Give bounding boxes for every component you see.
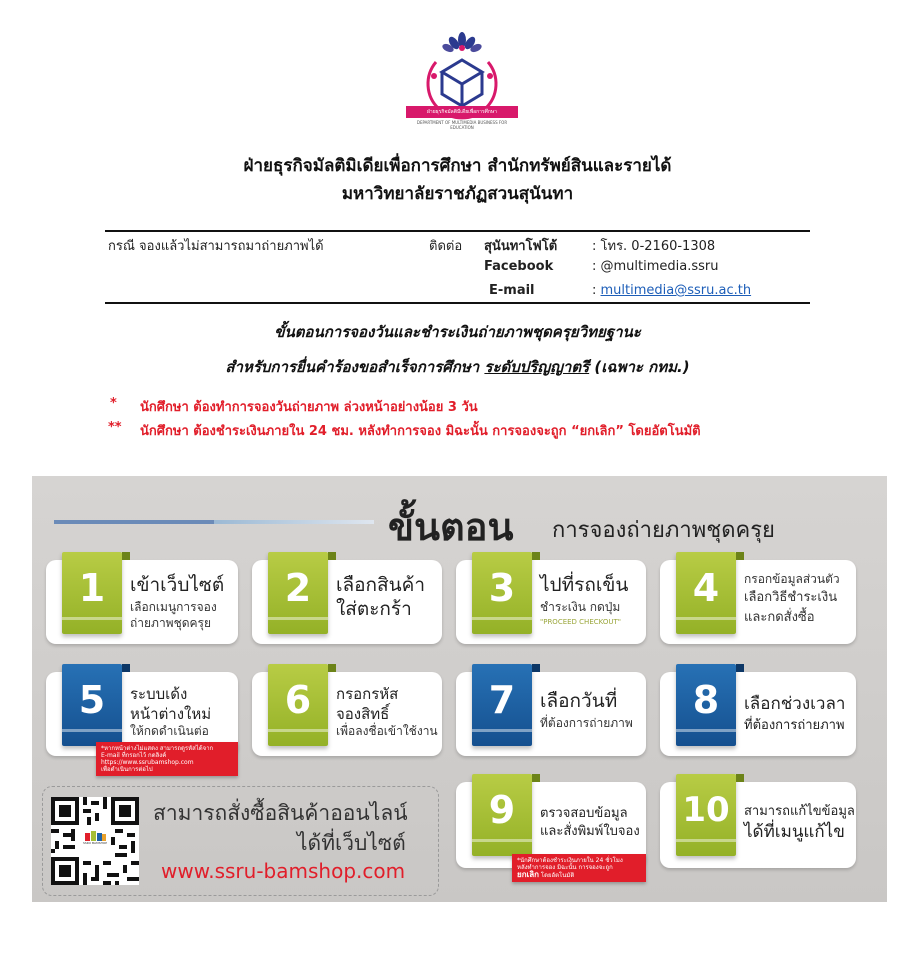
step-title: ระบบเด้ง bbox=[130, 685, 188, 703]
step9-note: *นักศึกษาต้องชำระเงินภายใน 24 ชั่วโมง หลังทำการจอง มิฉะนั้น การจองจะถูก ยกเลิก โดยอัตโนมัติ bbox=[512, 854, 646, 882]
step-card-6 bbox=[252, 672, 442, 756]
step-desc: เพื่อลงชื่อเข้าใช้งาน bbox=[336, 724, 438, 738]
step-card-8 bbox=[660, 672, 856, 756]
header-line2: มหาวิทยาลัยราชภัฏสวนสุนันทา bbox=[341, 184, 574, 204]
step-desc: และสั่งพิมพ์ใบจอง bbox=[540, 824, 640, 839]
step-number: 10 bbox=[676, 774, 736, 856]
contact-row-label: Facebook bbox=[484, 259, 554, 274]
step-number: 4 bbox=[676, 552, 736, 634]
step-number: 8 bbox=[676, 664, 736, 746]
shop-line1: สามารถสั่งซื้อสินค้าออนไลน์ bbox=[153, 801, 408, 825]
step-number: 3 bbox=[472, 552, 532, 634]
step-number: 7 bbox=[472, 664, 532, 746]
note-text: นักศึกษา ต้องทำการจองวันถ่ายภาพ ล่วงหน้าอย่างน้อย 3 วัน bbox=[140, 400, 478, 415]
procedure-subtitle: สำหรับการยื่นคำร้องขอสำเร็จการศึกษา ระดับปริญญาตรี (เฉพาะ กทม.) bbox=[225, 358, 690, 376]
email-link[interactable]: multimedia@ssru.ac.th bbox=[600, 283, 752, 298]
step5-note: *หากหน้าต่างไม่แสดง สามารถดูรหัสได้จาก E-mail ที่กรอกไว้ กดลิงค์ https://www.ssrubamshop.com เพื่อดำเนินการต่อไป bbox=[96, 742, 238, 776]
step-card-4 bbox=[660, 560, 856, 644]
step-card-10 bbox=[660, 782, 856, 868]
step-number: 1 bbox=[62, 552, 122, 634]
note-mark: * bbox=[110, 396, 117, 411]
step-desc: สามารถแก้ไขข้อมูล bbox=[744, 804, 855, 819]
note-text: นักศึกษา ต้องชำระเงินภายใน 24 ชม. หลังทำการจอง มิฉะนั้น การจองจะถูก “ยกเลิก” โดยอัตโนมัติ bbox=[140, 424, 701, 439]
step-desc: และกดสั่งซื้อ bbox=[744, 610, 815, 625]
step-card-2 bbox=[252, 560, 442, 644]
step-title: เลือกช่วงเวลา bbox=[744, 694, 846, 714]
contact-row-label: E-mail bbox=[489, 283, 535, 298]
step-title: เลือกสินค้า bbox=[336, 574, 426, 596]
logo-ribbon: ฝ่ายธุรกิจมัลติมีเดียเพื่อการศึกษา bbox=[406, 106, 518, 118]
step-title: ใส่ตะกร้า bbox=[336, 598, 412, 620]
step-desc: ที่ต้องการถ่ายภาพ bbox=[540, 716, 633, 730]
contact-row-label: สุนันทาโฟโต้ bbox=[484, 239, 558, 254]
step-desc: ชำระเงิน กดปุ่ม bbox=[540, 600, 621, 614]
qr-label: SSRU BAMSHOP bbox=[82, 841, 108, 845]
contact-note: กรณี จองแล้วไม่สามารถมาถ่ายภาพได้ bbox=[108, 239, 324, 254]
step-number: 9 bbox=[472, 774, 532, 856]
divider-bottom bbox=[105, 302, 810, 304]
logo bbox=[410, 30, 514, 134]
shop-box bbox=[42, 786, 439, 896]
infographic bbox=[32, 476, 887, 902]
step-desc: ถ่ายภาพชุดครุย bbox=[130, 616, 212, 630]
step-desc: กรอกข้อมูลส่วนตัว bbox=[744, 572, 840, 586]
title-bar-fade bbox=[214, 520, 374, 524]
step-title: หน้าต่างใหม่ bbox=[130, 705, 212, 723]
step-desc: ที่ต้องการถ่ายภาพ bbox=[744, 718, 845, 733]
step-title: เข้าเว็บไซต์ bbox=[130, 574, 225, 596]
step-card-7 bbox=[456, 672, 646, 756]
contact-email: : multimedia@ssru.ac.th bbox=[592, 283, 752, 298]
step-desc: ให้กดดำเนินต่อ bbox=[130, 724, 209, 738]
step-desc: "PROCEED CHECKOUT" bbox=[540, 618, 621, 626]
step-desc: เลือกวิธีชำระเงิน bbox=[744, 590, 838, 605]
header-line1: ฝ่ายธุรกิจมัลติมิเดียเพื่อการศึกษา สำนักทรัพย์สินและรายได้ bbox=[243, 156, 672, 176]
divider-top bbox=[105, 230, 810, 232]
procedure-title: ขั้นตอนการจองวันและชำระเงินถ่ายภาพชุดครุยวิทยฐานะ bbox=[274, 323, 641, 341]
infographic-title-big: ขั้นตอน bbox=[388, 505, 514, 549]
shop-url-link[interactable]: www.ssru-bamshop.com bbox=[161, 859, 406, 883]
step-desc: ตรวจสอบข้อมูล bbox=[540, 806, 628, 821]
title-bar-blue bbox=[54, 520, 214, 524]
contact-label: ติดต่อ bbox=[429, 239, 463, 254]
step-number: 2 bbox=[268, 552, 328, 634]
step-title: กรอกรหัส bbox=[336, 685, 399, 703]
logo-subtitle: DEPARTMENT OF MULTIMEDIA BUSINESS FOR EDUCATION bbox=[416, 120, 508, 130]
step-title: จองสิทธิ์ bbox=[336, 705, 390, 723]
step-desc: เลือกเมนูการจอง bbox=[130, 600, 217, 614]
contact-row-value: : @multimedia.ssru bbox=[592, 259, 719, 274]
step-title: เลือกวันที่ bbox=[540, 690, 618, 712]
note-mark: ** bbox=[108, 420, 122, 435]
shop-line2: ได้ที่เว็บไซต์ bbox=[297, 831, 406, 855]
step-number: 5 bbox=[62, 664, 122, 746]
qr-code-icon[interactable] bbox=[51, 797, 139, 885]
step-card-1 bbox=[46, 560, 238, 644]
step-title: ได้ที่เมนูแก้ไข bbox=[744, 822, 845, 842]
contact-row-value: : โทร. 0-2160-1308 bbox=[592, 239, 716, 254]
step-title: ไปที่รถเข็น bbox=[540, 574, 629, 596]
step-card-3 bbox=[456, 560, 646, 644]
step-number: 6 bbox=[268, 664, 328, 746]
infographic-title-small: การจองถ่ายภาพชุดครุย bbox=[552, 518, 775, 543]
